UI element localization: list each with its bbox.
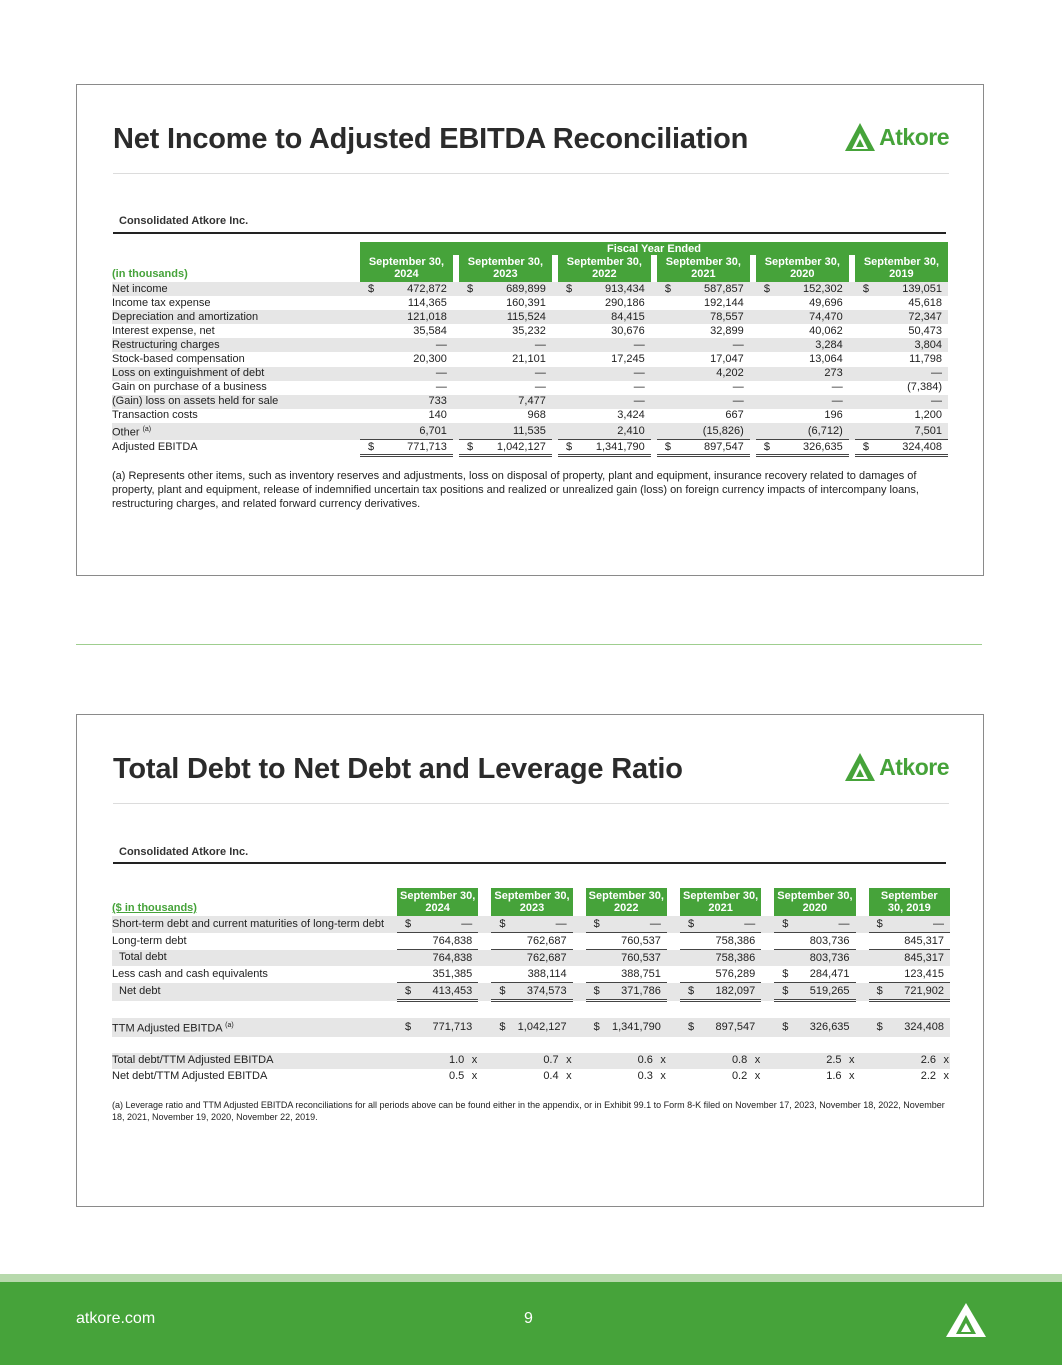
ratio-suffix: x	[754, 1070, 761, 1083]
currency-symbol: $	[876, 984, 883, 997]
table-cell: $ 1,042,127	[491, 1018, 572, 1037]
currency-symbol: $	[593, 917, 600, 930]
table-row	[112, 296, 948, 310]
currency-symbol: $	[593, 984, 600, 997]
table-cell: 140	[428, 409, 447, 422]
ratio-suffix: x	[566, 1070, 572, 1083]
table-cell: 0.7 x	[491, 1053, 572, 1069]
table-cell: —	[435, 381, 447, 394]
table-cell: (6,712)	[756, 423, 849, 440]
table-cell: —	[558, 367, 651, 381]
table-cell: $ 182,097	[680, 983, 761, 1001]
row-label: Restructuring charges	[112, 338, 360, 352]
row-label: Depreciation and amortization	[112, 310, 360, 324]
units-label: ($ in thousands)	[112, 902, 197, 914]
title-divider	[113, 803, 949, 804]
row-label: Loss on extinguishment of debt	[112, 367, 360, 381]
table-row	[112, 983, 950, 1001]
table-cell: 20,300	[413, 353, 447, 366]
atkore-mark-icon	[945, 1302, 987, 1338]
table-cell: —	[534, 381, 546, 394]
table-cell: 115,524	[459, 310, 552, 324]
footer-url: atkore.com	[76, 1310, 156, 1327]
table-cell: 0.4 x	[543, 1070, 572, 1083]
table-cell: 7,501	[855, 423, 948, 440]
table-cell: 758,386	[680, 950, 761, 967]
currency-symbol: $	[782, 967, 789, 980]
currency-symbol: $	[405, 917, 412, 930]
ebitda-reconciliation-slide	[76, 84, 984, 576]
fiscal-year-header: Fiscal Year Ended	[360, 242, 948, 255]
currency-symbol: $	[687, 984, 695, 997]
table-cell: 1.6 x	[826, 1070, 855, 1083]
table-cell: $ 897,547	[680, 1018, 761, 1037]
row-label: Total debt	[112, 950, 397, 967]
company-divider	[113, 232, 946, 234]
table-cell: $ 284,471	[774, 966, 855, 983]
table-cell: $ 771,713	[360, 440, 453, 456]
table-cell: 50,473	[908, 324, 942, 337]
table-cell: 2.5 x	[774, 1053, 855, 1069]
table-cell: $ 721,902	[869, 983, 950, 1001]
slide-title: Total Debt to Net Debt and Leverage Ratio	[113, 753, 683, 785]
table-cell: 3,424	[617, 409, 645, 422]
currency-symbol: $	[862, 440, 869, 453]
currency-symbol: $	[499, 917, 506, 930]
ratio-suffix: x	[471, 1070, 478, 1083]
table-cell: 760,537	[586, 950, 667, 967]
table-cell: 17,047	[710, 353, 744, 366]
page-number: 9	[524, 1310, 533, 1327]
table-cell: 160,391	[506, 296, 546, 309]
table-cell: 351,385	[397, 966, 478, 983]
atkore-mark-icon	[844, 752, 876, 782]
table-cell: 762,687	[491, 933, 572, 950]
table-cell: (15,826)	[657, 423, 750, 440]
table-row	[112, 310, 948, 324]
company-label: Consolidated Atkore Inc.	[119, 846, 249, 858]
table-cell: 764,838	[397, 933, 478, 950]
table-row	[112, 338, 948, 352]
period-header: September 30, 2022	[558, 255, 651, 282]
table-cell: $ 587,857	[657, 282, 750, 296]
table-cell: $ 371,786	[586, 983, 667, 1001]
table-cell: —	[558, 395, 651, 409]
table-cell: 273	[756, 367, 849, 381]
table-cell: $ 139,051	[855, 282, 948, 296]
units-label: (in thousands)	[112, 268, 188, 280]
table-cell: $ 913,434	[558, 282, 651, 296]
spacer-row	[112, 1001, 950, 1019]
currency-symbol: $	[687, 1020, 695, 1033]
currency-symbol: $	[862, 282, 869, 295]
currency-symbol: $	[782, 917, 789, 930]
currency-symbol: $	[687, 917, 695, 930]
table-row	[112, 395, 948, 409]
table-cell: $ —	[491, 916, 572, 933]
currency-symbol: $	[499, 984, 506, 997]
table-cell: 803,736	[774, 933, 855, 950]
table-cell: $ —	[586, 916, 667, 933]
table-cell: 35,232	[512, 324, 546, 337]
table-cell: —	[360, 338, 453, 352]
table-cell: 1,200	[914, 409, 942, 422]
leverage-ratio-slide	[76, 714, 984, 1207]
ratio-suffix: x	[471, 1054, 478, 1067]
table-cell: $ 897,547	[657, 440, 750, 456]
table-row	[112, 381, 948, 395]
table-cell: —	[459, 338, 552, 352]
page-footer	[0, 1282, 1062, 1365]
period-header: September 30, 2019	[855, 255, 948, 282]
footnote: (a) Leverage ratio and TTM Adjusted EBITDA reconciliations for all periods above can be found either in the appendix, or in Exhibit 99.1 to Form 8-K filed on November 17, 2023, November 18, 2022, November 18, 2021, November 19, 2020, November 22, 2019.	[112, 1100, 945, 1122]
table-cell: —	[360, 367, 453, 381]
period-header: September 30, 2020	[774, 888, 855, 916]
footnote: (a) Represents other items, such as inventory reserves and adjustments, loss on disposal of property, plant and equipment, insurance recovery related to damages of property, plant and equipment, release of indemnified uncertain tax positions and realized or unrealized gain (loss) on foreign currency impacts of intercompany loans, restructuring charges, and related forward currency derivatives.	[112, 470, 919, 510]
ratio-suffix: x	[849, 1070, 855, 1083]
table-cell: 32,899	[710, 324, 744, 337]
period-header: September 30, 2024	[360, 255, 453, 282]
currency-symbol: $	[499, 1020, 506, 1033]
currency-symbol: $	[763, 440, 770, 453]
ratio-suffix: x	[754, 1054, 761, 1067]
table-cell: 845,317	[869, 933, 950, 950]
table-row	[112, 324, 948, 338]
row-label: Less cash and cash equivalents	[112, 967, 268, 980]
table-cell: 2.2 x	[920, 1070, 949, 1083]
row-label: Net income	[112, 282, 360, 296]
table-cell: 114,365	[407, 296, 447, 309]
row-label: Short-term debt and current maturities of long-term debt	[112, 916, 397, 933]
table-cell: —	[657, 395, 750, 409]
row-label: Net debt/TTM Adjusted EBITDA	[112, 1070, 268, 1083]
row-label: TTM Adjusted EBITDA $^{(a)}$	[112, 1018, 397, 1037]
table-cell: $ —	[680, 916, 761, 933]
table-cell: 40,062	[809, 324, 843, 337]
table-cell: 11,535	[459, 423, 552, 440]
table-row	[112, 966, 950, 983]
table-cell: 764,838	[397, 950, 478, 967]
table-cell: 196	[824, 409, 843, 422]
title-divider	[113, 173, 949, 174]
table-row	[112, 440, 948, 456]
atkore-mark-icon	[844, 122, 876, 152]
table-cell: 388,114	[491, 966, 572, 983]
company-label: Consolidated Atkore Inc.	[119, 215, 249, 227]
table-cell: 74,470	[756, 310, 849, 324]
table-row	[112, 950, 950, 967]
table-cell: 4,202	[657, 367, 750, 381]
table-cell: $ 689,899	[459, 282, 552, 296]
table-cell: 0.5 x	[449, 1070, 478, 1083]
table-cell: —	[855, 367, 948, 381]
table-cell: 760,537	[586, 933, 667, 950]
table-cell: $ 1,341,790	[586, 1018, 667, 1037]
table-cell: 845,317	[869, 950, 950, 967]
table-cell: 733	[360, 395, 453, 409]
row-label: Interest expense, net	[112, 324, 215, 337]
table-cell: $ 324,408	[855, 440, 948, 456]
ratio-suffix: x	[660, 1070, 666, 1083]
currency-symbol: $	[405, 1020, 412, 1033]
table-cell: $ 472,872	[360, 282, 453, 296]
table-cell: 123,415	[869, 966, 950, 983]
table-cell: $ 1,042,127	[459, 440, 552, 456]
table-cell: $ 152,302	[756, 282, 849, 296]
logo-wordmark: Atkore	[879, 753, 949, 780]
table-cell: $ —	[774, 916, 855, 933]
table-cell: $ 413,453	[397, 983, 478, 1001]
currency-symbol: $	[368, 440, 375, 453]
table-cell: 121,018	[360, 310, 453, 324]
period-header: September 30, 2022	[586, 888, 667, 916]
currency-symbol: $	[782, 984, 789, 997]
table-row	[112, 916, 950, 933]
table-cell: 11,798	[909, 353, 942, 366]
company-divider	[113, 862, 946, 864]
row-label: Stock-based compensation	[112, 353, 245, 366]
table-cell: —	[855, 395, 948, 409]
table-row	[112, 1018, 950, 1037]
table-cell: $ —	[869, 916, 950, 933]
row-label: Net debt	[112, 983, 397, 1001]
table-cell: 968	[527, 409, 546, 422]
table-cell: $ 374,573	[491, 983, 572, 1001]
period-header: September 30, 2024	[397, 888, 478, 916]
table-row	[112, 282, 948, 296]
ratio-suffix: x	[849, 1054, 855, 1067]
table-cell: 7,477	[459, 395, 552, 409]
ebitda-table	[112, 242, 948, 457]
table-cell: 30,676	[611, 324, 645, 337]
table-cell: $ 519,265	[774, 983, 855, 1001]
row-label: Total debt/TTM Adjusted EBITDA	[112, 1053, 397, 1069]
table-cell: 6,701	[360, 423, 453, 440]
row-label: Transaction costs	[112, 409, 198, 422]
table-cell: 192,144	[704, 296, 744, 309]
table-row	[112, 423, 948, 440]
footer-accent-strip	[0, 1274, 1062, 1282]
period-header: September 30, 2023	[459, 255, 552, 282]
table-cell: (7,384)	[907, 381, 942, 394]
table-cell: 35,584	[413, 324, 447, 337]
table-row	[112, 1053, 950, 1069]
table-cell: 0.2 x	[731, 1070, 761, 1083]
atkore-logo	[844, 121, 949, 153]
spacer-row	[112, 1037, 950, 1053]
table-row	[112, 352, 948, 366]
currency-symbol: $	[593, 1020, 600, 1033]
table-cell: 0.8 x	[680, 1053, 761, 1069]
table-cell: 84,415	[558, 310, 651, 324]
period-header: September 30, 2021	[657, 255, 750, 282]
section-divider	[76, 644, 982, 645]
table-cell: $ —	[397, 916, 478, 933]
currency-symbol: $	[565, 282, 573, 295]
table-cell: 762,687	[491, 950, 572, 967]
table-cell: 388,751	[586, 966, 667, 983]
table-row	[112, 367, 948, 381]
row-label: Income tax expense	[112, 296, 211, 309]
row-label: Other $^{(a)}$	[112, 423, 360, 440]
table-row	[112, 933, 950, 950]
currency-symbol: $	[664, 282, 672, 295]
currency-symbol: $	[466, 282, 474, 295]
table-cell: —	[831, 381, 843, 394]
table-cell: —	[657, 338, 750, 352]
table-cell: 667	[725, 409, 744, 422]
row-label: Long-term debt	[112, 934, 187, 947]
table-cell: —	[756, 395, 849, 409]
ratio-suffix: x	[566, 1054, 572, 1067]
currency-symbol: $	[876, 917, 883, 930]
period-header: September 30, 2021	[680, 888, 761, 916]
currency-symbol: $	[565, 440, 573, 453]
currency-symbol: $	[368, 282, 375, 295]
table-cell: —	[459, 367, 552, 381]
table-cell: $ 1,341,790	[558, 440, 651, 456]
table-cell: 0.3 x	[637, 1070, 666, 1083]
table-cell: 45,618	[908, 296, 942, 309]
table-cell: 3,284	[756, 338, 849, 352]
currency-symbol: $	[466, 440, 474, 453]
table-cell: 758,386	[680, 933, 761, 950]
table-cell: —	[633, 381, 645, 394]
table-row	[112, 409, 948, 423]
table-cell: 576,289	[680, 966, 761, 983]
row-label: Gain on purchase of a business	[112, 381, 267, 394]
row-label: (Gain) loss on assets held for sale	[112, 395, 360, 409]
currency-symbol: $	[405, 984, 412, 997]
table-cell: $ 326,635	[774, 1018, 855, 1037]
table-cell: 13,064	[809, 353, 843, 366]
table-cell: 78,557	[657, 310, 750, 324]
table-cell: 21,101	[512, 353, 546, 366]
table-cell: 290,186	[605, 296, 645, 309]
table-cell: 1.0 x	[397, 1053, 478, 1069]
slide-title: Net Income to Adjusted EBITDA Reconciliation	[113, 123, 749, 155]
table-cell: 2,410	[558, 423, 651, 440]
period-header: September 30, 2019	[869, 888, 950, 916]
logo-wordmark: Atkore	[879, 123, 949, 150]
ratio-suffix: x	[660, 1054, 666, 1067]
table-cell: $ 771,713	[397, 1018, 478, 1037]
table-cell: 72,347	[855, 310, 948, 324]
table-cell: 49,696	[809, 296, 843, 309]
table-row	[112, 1069, 950, 1085]
currency-symbol: $	[876, 1020, 883, 1033]
table-cell: —	[558, 338, 651, 352]
table-cell: $ 326,635	[756, 440, 849, 456]
row-label: Adjusted EBITDA	[112, 441, 198, 454]
atkore-logo	[844, 751, 949, 783]
period-header: September 30, 2023	[491, 888, 572, 916]
table-cell: 2.6 x	[869, 1053, 950, 1069]
ratio-suffix: x	[943, 1054, 949, 1067]
table-cell: —	[732, 381, 744, 394]
table-cell: 803,736	[774, 950, 855, 967]
table-cell: 3,804	[855, 338, 948, 352]
table-cell: $ 324,408	[869, 1018, 950, 1037]
currency-symbol: $	[763, 282, 770, 295]
ratio-suffix: x	[943, 1070, 949, 1083]
currency-symbol: $	[664, 440, 672, 453]
currency-symbol: $	[782, 1020, 789, 1033]
table-cell: 0.6 x	[586, 1053, 667, 1069]
period-header: September 30, 2020	[756, 255, 849, 282]
leverage-table	[112, 888, 950, 1085]
table-cell: 17,245	[611, 353, 645, 366]
